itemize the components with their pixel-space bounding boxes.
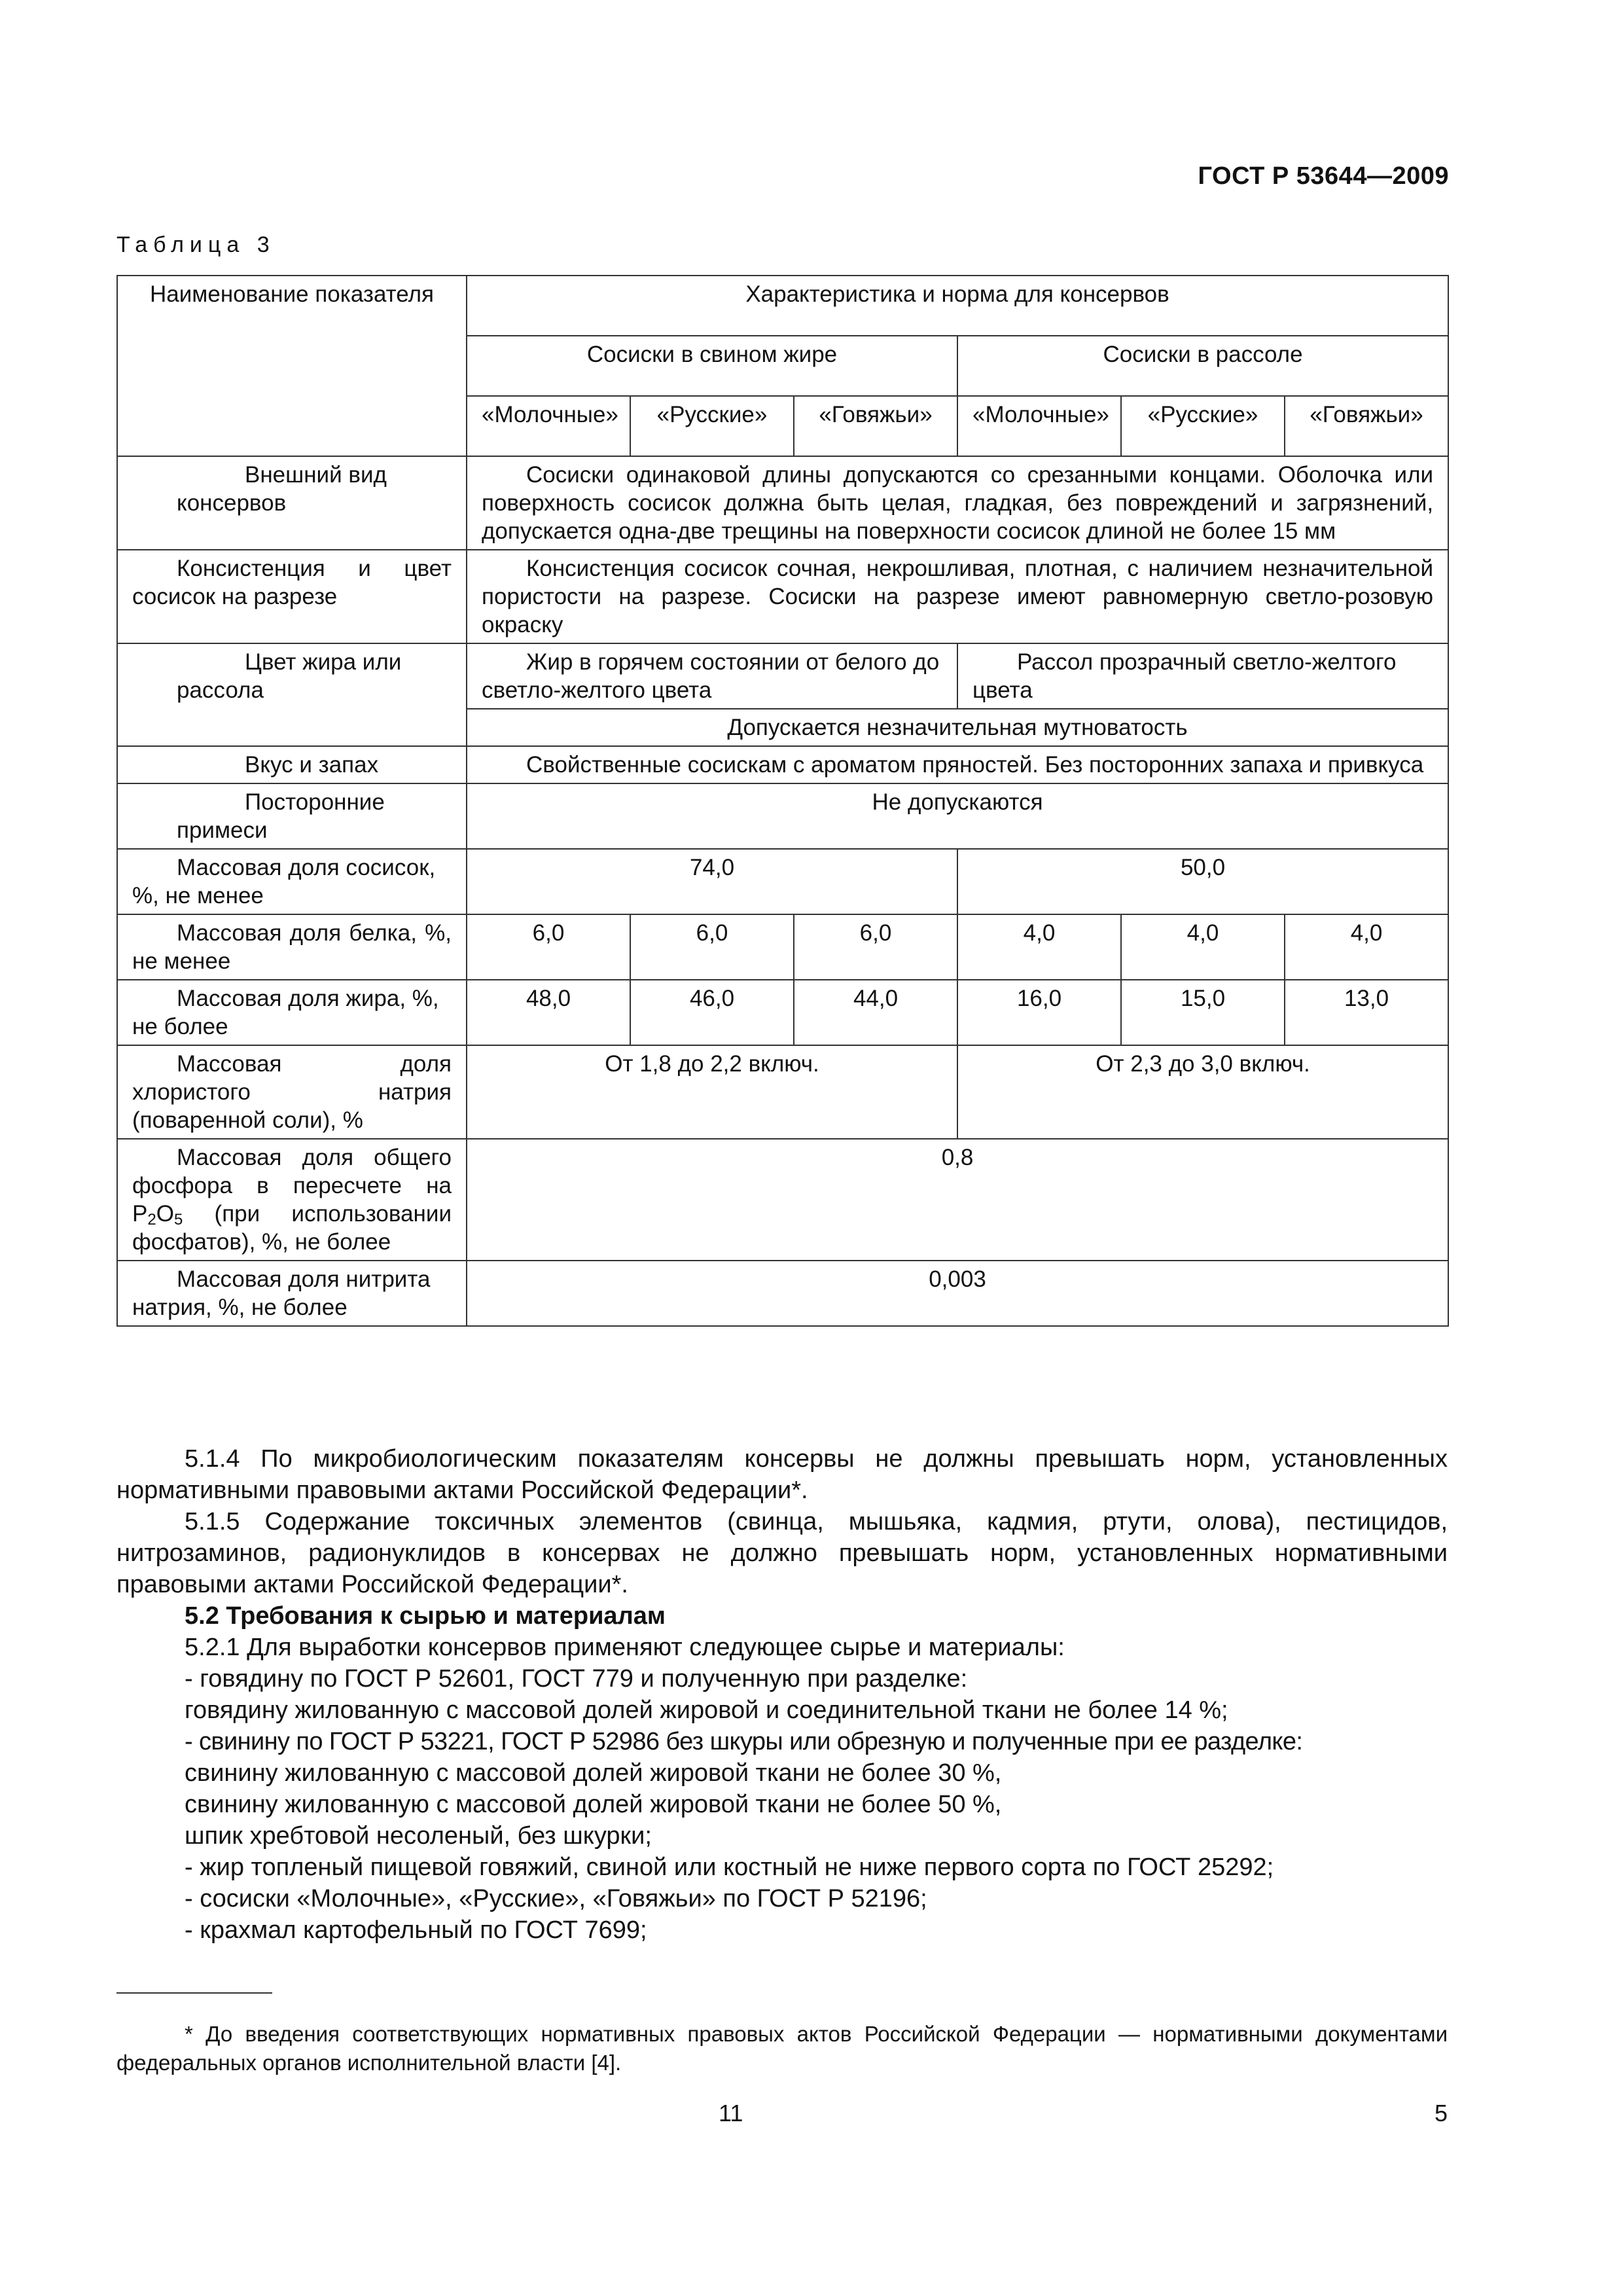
header-sub-col: «Русские» — [1121, 396, 1285, 456]
cell-value: 13,0 — [1285, 980, 1448, 1045]
cell-value: 4,0 — [1121, 914, 1285, 980]
cell-value: 6,0 — [630, 914, 794, 980]
row-name-part: O — [156, 1201, 174, 1227]
list-item: говядину жилованную с массовой долей жировой и соединительной ткани не более 14 %; — [185, 1696, 1228, 1724]
section-heading-5-2: 5.2 Требования к сырью и материалам — [185, 1602, 666, 1630]
row-value-fat: Жир в горячем состоянии от белого до светло-желтого цвета — [467, 643, 957, 709]
row-value-brine: Рассол прозрачный светло-желтого цвета — [957, 643, 1448, 709]
paragraph-5-1-5: 5.1.5 Содержание токсичных элементов (свинца, мышьяка, кадмия, ртути, олова), пестицидов, нитрозаминов, радионуклидов в консервах не должно превышать норм, установленных нормативными правовыми актами Российской Федерации*. — [116, 1508, 1448, 1598]
page-number-center: 11 — [719, 2100, 743, 2126]
header-sub-col: «Молочные» — [957, 396, 1121, 456]
row-name: Консистенция и цвет сосисок на разрезе — [132, 556, 452, 609]
table-row — [117, 980, 1448, 1045]
cell-value: 44,0 — [794, 980, 957, 1045]
header-sub-col: «Русские» — [630, 396, 794, 456]
document-id: ГОСТ Р 53644—2009 — [1198, 162, 1449, 190]
row-value-note: Допускается незначительная мутноватость — [467, 709, 1448, 746]
table-row — [117, 456, 1448, 550]
indicators-table — [116, 275, 1449, 1327]
list-item: свинину жилованную с массовой долей жировой ткани не более 30 %, — [185, 1759, 1002, 1787]
list-item: шпик хребтовой несоленый, без шкурки; — [185, 1822, 652, 1850]
row-value-brine: От 2,3 до 3,0 включ. — [957, 1045, 1448, 1139]
row-name: Цвет жира или рассола — [177, 649, 402, 703]
row-value: 0,003 — [467, 1261, 1448, 1326]
paragraph-5-2-1: 5.2.1 Для выработки консервов применяют следующее сырье и материалы: — [185, 1634, 1065, 1661]
list-item: - жир топленый пищевой говяжий, свиной или костный не ниже первого сорта по ГОСТ 25292; — [185, 1854, 1274, 1881]
header-sub-col: «Молочные» — [467, 396, 630, 456]
row-value: 0,8 — [467, 1139, 1448, 1261]
row-name: Массовая доля хлористого натрия (поваренной соли), % — [132, 1051, 452, 1133]
row-value: Консистенция сосисок сочная, некрошливая, плотная, с наличием незначительной пористости на разрезе. Сосиски на разрезе имеют равномерную светло-розовую окраску — [467, 550, 1448, 643]
table-row — [117, 1139, 1448, 1261]
row-name-part: (при использовании фосфатов), %, не более — [132, 1201, 452, 1255]
subscript: 2 — [147, 1211, 156, 1229]
row-value-fat: От 1,8 до 2,2 включ. — [467, 1045, 957, 1139]
row-value: Сосиски одинаковой длины допускаются со срезанными концами. Оболочка или поверхность сосисок должна быть целая, гладкая, без повреждений и загрязнений, допускается одна-две трещины на поверхности сосисок длиной не более 15 мм — [467, 456, 1448, 550]
table-row — [117, 1261, 1448, 1326]
cell-value: 6,0 — [467, 914, 630, 980]
row-value: Свойственные сосискам с ароматом пряностей. Без посторонних запаха и привкуса — [467, 746, 1448, 783]
row-name-part: Массовая доля общего фосфора в пересчете на P — [132, 1145, 452, 1227]
row-name: Массовая доля жира, %, не более — [132, 986, 439, 1039]
cell-value: 4,0 — [1285, 914, 1448, 980]
row-value-fat: 74,0 — [467, 849, 957, 914]
footnote-divider — [116, 1992, 272, 1994]
row-name: Внешний вид консервов — [177, 462, 387, 516]
header-sub-col: «Говяжьи» — [794, 396, 957, 456]
list-item: - говядину по ГОСТ Р 52601, ГОСТ 779 и полученную при разделке: — [185, 1665, 968, 1693]
header-group-fat: Сосиски в свином жире — [467, 336, 957, 396]
row-name: Массовая доля белка, %, не менее — [132, 920, 452, 974]
cell-value: 4,0 — [957, 914, 1121, 980]
cell-value: 46,0 — [630, 980, 794, 1045]
header-group-brine: Сосиски в рассоле — [957, 336, 1448, 396]
footnote: * До введения соответствующих нормативных правовых актов Российской Федерации — нормативными документами федеральных органов исполнительной власти [4]. — [116, 2022, 1448, 2075]
list-item: свинину жилованную с массовой долей жировой ткани не более 50 %, — [185, 1791, 1002, 1818]
table-row — [117, 914, 1448, 980]
header-indicator-name: Наименование показателя — [117, 276, 467, 456]
subscript: 5 — [173, 1211, 183, 1229]
cell-value: 16,0 — [957, 980, 1121, 1045]
row-name: Вкус и запах — [245, 752, 379, 778]
row-name — [132, 1143, 452, 1256]
body-text — [116, 1443, 1448, 1946]
table-row — [117, 1045, 1448, 1139]
page-number-right: 5 — [1434, 2100, 1448, 2126]
row-value-brine: 50,0 — [957, 849, 1448, 914]
row-name: Массовая доля сосисок, %, не менее — [132, 855, 436, 908]
paragraph-5-1-4: 5.1.4 По микробиологическим показателям консервы не должны превышать норм, установленных нормативными правовыми актами Российской Федерации*. — [116, 1445, 1448, 1504]
table-row — [117, 550, 1448, 643]
list-item: - крахмал картофельный по ГОСТ 7699; — [185, 1916, 647, 1944]
table-row — [117, 783, 1448, 849]
cell-value: 15,0 — [1121, 980, 1285, 1045]
list-item: - сосиски «Молочные», «Русские», «Говяжьи» по ГОСТ Р 52196; — [185, 1885, 927, 1912]
row-name: Массовая доля нитрита натрия, %, не более — [132, 1266, 431, 1320]
cell-value: 48,0 — [467, 980, 630, 1045]
row-value: Не допускаются — [467, 783, 1448, 849]
list-item: - свинину по ГОСТ Р 53221, ГОСТ Р 52986 без шкуры или обрезную и полученные при ее разделке: — [185, 1728, 1303, 1755]
table-caption: Таблица 3 — [116, 232, 276, 257]
table-row — [117, 643, 1448, 709]
header-sub-col: «Говяжьи» — [1285, 396, 1448, 456]
header-characteristics: Характеристика и норма для консервов — [467, 276, 1448, 336]
cell-value: 6,0 — [794, 914, 957, 980]
table-row — [117, 746, 1448, 783]
table-row — [117, 849, 1448, 914]
row-name: Посторонние примеси — [177, 789, 385, 843]
